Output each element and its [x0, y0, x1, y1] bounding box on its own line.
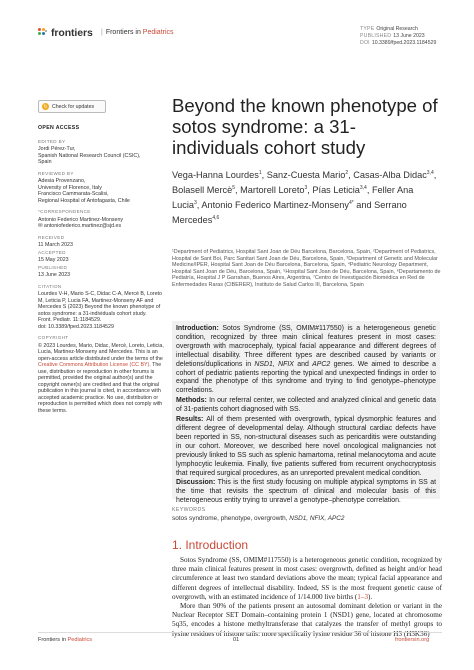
received-date: 11 March 2023 [38, 242, 73, 248]
author-name[interactable]: and Serrano Mercedes [172, 200, 407, 226]
check-for-updates-label: Check for updates [52, 103, 95, 110]
keywords [172, 515, 344, 522]
author-name[interactable]: , Sanz-Cuesta Mario [261, 170, 346, 181]
meta-type-label: TYPE [360, 26, 375, 32]
intro-paragraph-1 [172, 556, 442, 602]
keywords-genes: NSD1, NFIX, APC2 [289, 515, 345, 522]
abstract-discussion [176, 479, 436, 506]
author-name[interactable]: , Martorell Loreto [235, 185, 305, 196]
keywords-plain: sotos syndrome, phenotype, overgrowth, [172, 515, 290, 522]
citation-journal: Front. Pediatr. 11:1184529. [38, 317, 102, 323]
footer-journal-prefix: Frontiers in [38, 637, 66, 643]
author-list [172, 167, 442, 227]
author-affil-sup: 4* [348, 200, 354, 207]
author-affil-sup: 3 [193, 200, 197, 207]
abstract-intro-text: Sotos Syndrome (SS, OMIM#117550) is a heterogeneous genetic condition, recognized by three main clinical features present in most cases: overgrowth with macrocephaly, typical facial appearance and different degrees of intellectual disability. Three different types are described caused by variants or deletions/duplications in [176, 325, 436, 368]
author-name[interactable]: Vega-Hanna Lourdes [172, 170, 259, 181]
abstract-results [176, 416, 436, 478]
journal-prefix: Frontiers in [105, 29, 141, 36]
abstract-discussion-text: This is the first study focusing on multiple atypical symptoms in SS at the time that revisits the spectrum of clinical and molecular basis of this heterogeneous entity trying to unravel a genotype–phenotype correlation. [176, 479, 436, 505]
meta-doi-label: DOI [360, 40, 370, 47]
citation-doi[interactable]: doi: 10.3389/fped.2023.1184529 [38, 323, 114, 330]
author-affil-sup: 3,4 [359, 185, 367, 192]
author-name[interactable]: , Pías Leticia [307, 185, 360, 196]
meta-published-value: 13 June 2023 [393, 33, 425, 40]
footer-journal[interactable] [38, 637, 92, 643]
published-label: PUBLISHED [38, 264, 68, 270]
author-name[interactable]: , Antonio Federico Martinez-Monseny [196, 200, 349, 211]
intro-paragraph-2: More than 90% of the patients present an autosomal dominant deletion or variant in the Nuclear Receptor SET Domain–containing protein 1 (NSD1) gene, located at chromosome 5q35, encodes a histone methyltransferase that catalyzes the transfer of methyl groups to lysine residues of histone tails: more specifically lysine residue 36 of histone H3 (H3K36) [172, 602, 442, 638]
abstract-intro-end: genes. We aimed to describe a cohort of pediatric patients reporting the typical and unexpected findings in order to expand the phenotype of this syndrome and trying to find genotype–phenotype correlations. [176, 360, 437, 395]
editor-country: Spain [38, 159, 52, 165]
introduction-body [172, 556, 442, 639]
gene-names: NSD1, NFIX [254, 360, 294, 368]
author-affil-sup: 1 [258, 170, 262, 176]
editor-affiliation: Spanish National Research Council (CSIC), [38, 152, 141, 159]
frontiers-logo-icon [38, 28, 48, 38]
abstract-box [172, 321, 440, 505]
abstract-intro-label: Introduction: [176, 325, 219, 332]
citation-text: Lourdes V-H, Mario S-C, Didac C-A, Mercè B, Loreto M, Leticia P, Lucia FA, Martinez-Monseny AF and Mercedes S (2023) Beyond the known phenotype of sotos syndrome: a 31-individuals cohort study. [38, 291, 162, 317]
abstract-discussion-label: Discussion: [176, 479, 216, 487]
reviewer-1-name: Adesia Provenzano, [38, 178, 86, 184]
footer-divider [38, 632, 442, 633]
abstract-results-text: All of them presented with overgrowth, typical dysmorphic features and different degree of developmental delay. Although structural cardiac defects have been reported in SS, non-structural diseases such as pericarditis were outstanding in our cohort. Moreover, we described here novel oncological malignancies not previously linked to SS such as splenic hamartoma, retinal melanocytoma and acute lymphocytic leukemia. Finally, five patients suffered from recurrent onychocryptosis that required surgical procedures, as an unreported prevalent medical condition. [176, 416, 436, 477]
copyright-label: COPYRIGHT [38, 335, 69, 340]
divider: | [101, 29, 103, 36]
article-meta [360, 26, 436, 48]
citation-label: CITATION [38, 283, 62, 289]
copyright-text [38, 343, 164, 415]
article-info-sidebar [38, 125, 164, 414]
author-name[interactable]: , Casas-Alba Didac [348, 170, 427, 181]
author-affil-sup: 4,6 [212, 215, 220, 222]
affiliation-text: ¹Department of Pediatrics, Hospital Sant Joan de Déu Barcelona, Barcelona, Spain, ²Department of Pediatrics, Hospital de Sant Boi, Parc Sanitari Sant Joan de Déu, Barcelona, Spain, ³Department of Genetic and Molecular Medicine/IPER, Hospital Sant Joan de Déu Barcelona, Barcelona, Spain, ⁴Pediatric Neurology Department, Hospital Sant Joan de Déu, Barcelona, Spain, ⁵Hospital Sant Joan de Déu, Barcelona, Spain, ⁶Departamento de Pediatría, Hospital J P Garrahan, Buenos Aires, Argentina, ⁷Centro de Investigación Biomédica en Red de Enfermedades Raras (CIBERER), Instituto de Salud Carlos III, Barcelona, Spain [172, 249, 441, 288]
author-affil-sup: 3,4 [426, 170, 434, 176]
editor-name: Jordi Pérez-Tur, [38, 146, 76, 152]
author-affil-sup: 3 [304, 185, 308, 192]
correspondence-email[interactable] [38, 223, 164, 230]
accepted-date: 15 May 2023 [38, 257, 69, 263]
abstract-methods-label: Methods: [176, 397, 207, 405]
mail-icon: ✉ [38, 223, 44, 229]
received-label: RECEIVED [38, 234, 65, 240]
meta-type-value: Original Research [376, 26, 418, 32]
author-name[interactable]: , Feller Ana Lucia [172, 185, 414, 211]
correspondence-name: Antonio Federico Martinez-Monseny [38, 216, 124, 223]
abstract-methods-text: In our referral center, we collected and analyzed clinical and genetic data of 31-patients cohort diagnosed with SS. [176, 397, 436, 414]
footer-site-link[interactable]: frontiersin.org [395, 637, 430, 643]
author-name[interactable]: , Bolasell Mercè [172, 170, 437, 196]
gene-name: APC2 [312, 360, 331, 368]
abstract-introduction [176, 325, 436, 396]
abstract-results-label: Results: [176, 416, 204, 424]
reviewer-2-name: Francisco Cammarata-Scalisi, [38, 191, 109, 197]
intro-p1-end: ). [368, 592, 373, 601]
correspondence-email-text[interactable]: antoniofederico.martinez@sjd.es [43, 223, 122, 229]
affiliations [172, 249, 442, 289]
intro-p1-text: Sotos Syndrome (SS, OMIM#117550) is a heterogeneous genetic condition, recognized by three main clinical features present in most cases: overgrowth, defined as height and/or head circumference at least two standard deviations above the mean; typical facial appearance and different degrees of intellectual disability. Indeed, SS is the most frequent genetic cause of overgrowth, with an estimated incidence of 1/14.000 live births ( [172, 556, 442, 601]
conj: and [293, 360, 313, 368]
refresh-icon: ↻ [43, 103, 48, 110]
logo-text: frontiers [51, 27, 93, 39]
author-affil-sup: 5 [232, 185, 236, 192]
correspondence-label: *CORRESPONDENCE [38, 209, 91, 214]
page-number: 01 [233, 637, 240, 643]
journal-name[interactable] [98, 29, 174, 36]
frontiers-logo[interactable] [38, 27, 93, 39]
cc-by-license-link[interactable]: Creative Commons Attribution License (CC BY) [38, 362, 150, 368]
copyright-text-b: . The use, distribution or reproduction in other forums is permitted, provided the original author(s) and the copyright owner(s) are credited and that the original publication in this journal is cited, in accordance with accepted academic practice. No use, distribution or reproduction is permitted which does not comply with these terms. [38, 362, 163, 414]
journal-title: Pediatrics [142, 29, 174, 36]
meta-published-label: PUBLISHED [360, 33, 392, 40]
meta-doi-value[interactable]: 10.3389/fped.2023.1184529 [371, 40, 437, 47]
accepted-label: ACCEPTED [38, 249, 66, 255]
article-title: Beyond the known phenotype of sotos syndrome: a 31-individuals cohort study [172, 95, 438, 158]
footer-journal-name: Pediatrics [67, 637, 93, 643]
reviewer-1-affiliation: University of Florence, Italy [38, 184, 102, 191]
reviewed-by-label: REVIEWED BY [38, 170, 74, 176]
copyright-text-a: © 2023 Lourdes, Mario, Didac, Mercè, Loreto, Leticia, Lucia, Martinez-Monseny and Mercedes. This is an open-access article distributed under the terms of the [38, 342, 164, 362]
edited-by-label: EDITED BY [38, 138, 66, 144]
keywords-label: KEYWORDS [172, 507, 206, 513]
reviewer-2-affiliation: Regional Hospital of Antofagasta, Chile [38, 197, 130, 204]
check-for-updates-button[interactable] [38, 100, 106, 113]
open-access-label: OPEN ACCESS [38, 125, 80, 131]
section-heading-introduction: 1. Introduction [172, 538, 249, 552]
published-date: 13 June 2023 [38, 272, 71, 278]
author-affil-sup: 2 [345, 170, 349, 176]
abstract-methods [176, 397, 436, 415]
citation-link[interactable]: 1–3 [357, 592, 369, 601]
